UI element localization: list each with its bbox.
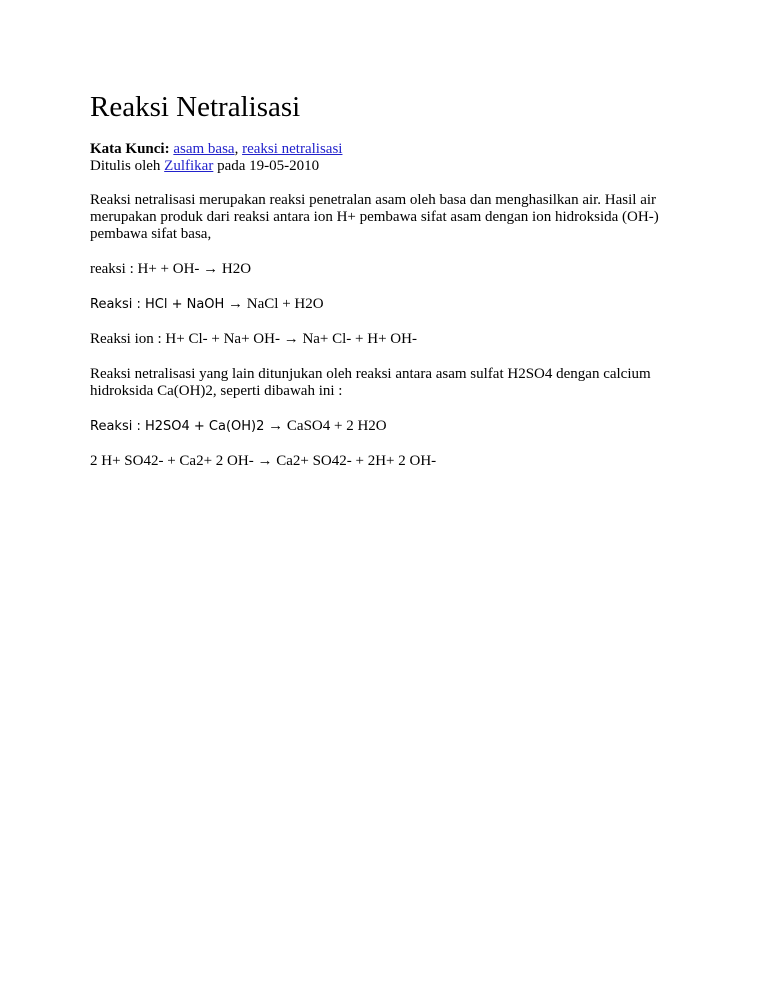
reaction-ionic-sulfate: 2 H+ SO42- + Ca2+ 2 OH- → Ca2+ SO42- + 2H+ 2 OH- bbox=[90, 453, 437, 469]
byline bbox=[90, 158, 680, 175]
reaction-h2so4-caoh2 bbox=[90, 418, 680, 435]
keywords-line bbox=[90, 141, 680, 158]
keyword-link-reaksi-netralisasi[interactable]: reaksi netralisasi bbox=[242, 141, 343, 157]
reaction-h2so4-reactants: Reaksi : H2SO4 + Ca(OH)2 bbox=[90, 419, 265, 434]
author-link[interactable]: Zulfikar bbox=[164, 158, 214, 174]
byline-date: pada 19-05-2010 bbox=[213, 158, 320, 174]
reaction-h2so4-products: → CaSO4 + 2 H2O bbox=[264, 418, 387, 434]
keyword-link-asam-basa[interactable]: asam basa bbox=[173, 141, 235, 157]
article-title: Reaksi Netralisasi bbox=[90, 91, 301, 123]
reaction-hcl-naoh-reactants: Reaksi : HCl + NaOH bbox=[90, 297, 225, 312]
article bbox=[90, 88, 680, 470]
second-paragraph: Reaksi netralisasi yang lain ditunjukan oleh reaksi antara asam sulfat H2SO4 dengan calcium hidroksida Ca(OH)2, seperti dibawah ini : bbox=[90, 366, 651, 399]
reaction-general: reaksi : H+ + OH- → H2O bbox=[90, 261, 252, 277]
reaction-hcl-naoh bbox=[90, 296, 680, 313]
reaction-ion: Reaksi ion : H+ Cl- + Na+ OH- → Na+ Cl- + H+ OH- bbox=[90, 331, 417, 347]
intro-paragraph: Reaksi netralisasi merupakan reaksi penetralan asam oleh basa dan menghasilkan air. Hasil air merupakan produk dari reaksi antara ion H+ pembawa sifat asam dengan ion hidroksida (OH-) pembawa sifat basa, bbox=[90, 192, 659, 242]
article-meta bbox=[90, 141, 680, 175]
keyword-separator: , bbox=[234, 141, 243, 157]
byline-prefix: Ditulis oleh bbox=[90, 158, 165, 174]
reaction-hcl-naoh-products: → NaCl + H2O bbox=[224, 296, 324, 312]
keywords-label: Kata Kunci: bbox=[90, 141, 170, 157]
